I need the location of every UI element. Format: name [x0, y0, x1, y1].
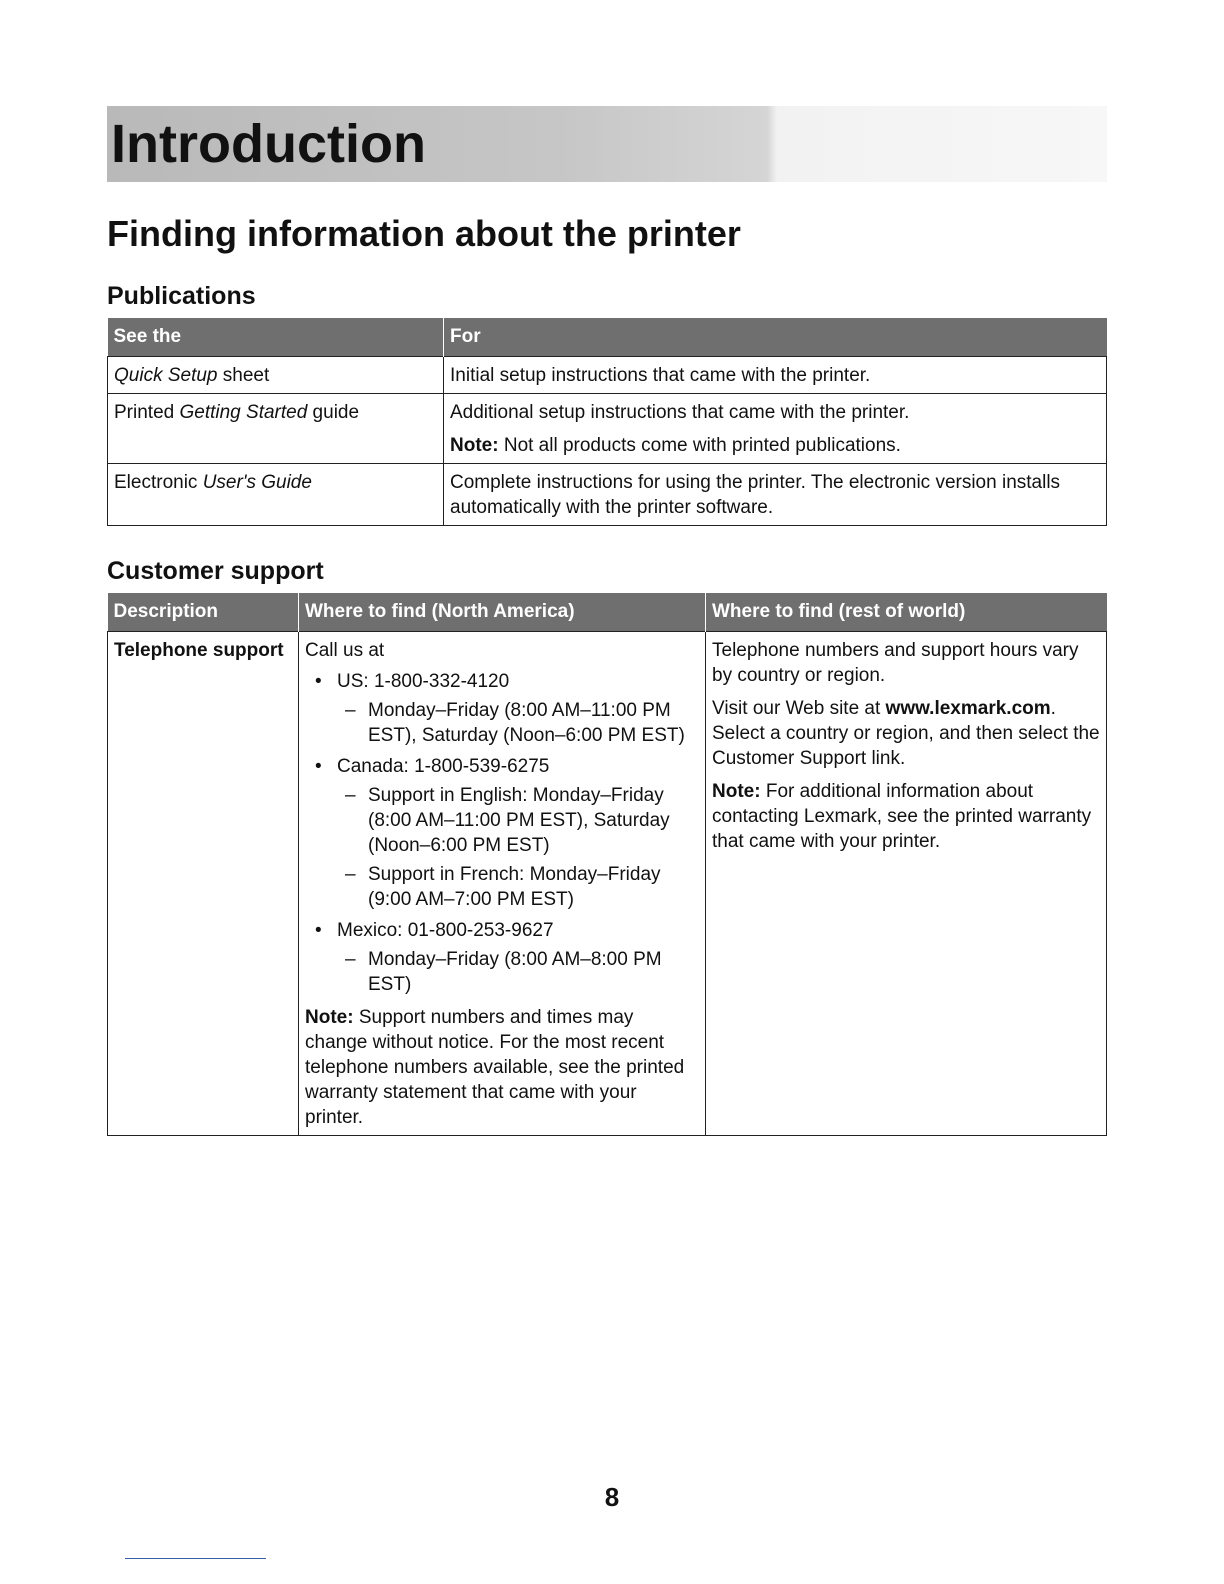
- list-item: • Canada: 1-800-539-6275 – Support in English: Monday–Friday (8:00 AM–11:00 PM EST), Saturday (Noon–6:00 PM EST) – Support in French: Monday–Friday (9:00 AM–7:00 PM EST): [315, 754, 699, 912]
- north-america-cell: Call us at • US: 1-800-332-4120 – Monday–Friday (8:00 AM–11:00 PM EST), Saturday (Noon–6:00 PM EST) • Canada: 1-800-539-6275 – Support in English: Monday–Friday (8:00 AM–11:00 PM EST), Saturday (Noon–6:00 PM EST) – Support in French: Monday–Friday (9:00 AM–7:00 PM EST) • Mexico: 01-800-253-9627 – Monday–Friday (8:00 AM–8:00 PM EST) Note: Support numbers and times may change without notice. For the most recent telephone numbers available, see the printed warranty statement that came with your printer.: [299, 632, 706, 1136]
- list-item: • Mexico: 01-800-253-9627 – Monday–Friday (8:00 AM–8:00 PM EST): [315, 918, 699, 997]
- section-title: Finding information about the printer: [107, 213, 741, 254]
- rest-of-world-cell: Telephone numbers and support hours vary by country or region. Visit our Web site at www.lexmark.com. Select a country or region, and then select the Customer Support link. Note: For additional information about contacting Lexmark, see the printed warranty that came with your printer.: [706, 632, 1107, 1136]
- publication-name: Printed Getting Started guide: [108, 394, 444, 464]
- publication-name: Quick Setup sheet: [108, 357, 444, 394]
- table-row: [108, 357, 1107, 394]
- north-america-list: [305, 669, 699, 997]
- publication-purpose: Complete instructions for using the printer. The electronic version installs automatically with the printer software.: [444, 464, 1107, 526]
- page-number: 8: [604, 1482, 620, 1512]
- customer-support-heading: Customer support: [107, 557, 324, 585]
- list-item: – Monday–Friday (8:00 AM–8:00 PM EST): [345, 947, 699, 997]
- publication-purpose: Initial setup instructions that came with the printer.: [444, 357, 1107, 394]
- header-see-the: See the: [108, 318, 444, 357]
- publications-heading: Publications: [107, 282, 256, 310]
- publications-header-row: [108, 318, 1107, 357]
- chapter-title: Introduction: [111, 114, 426, 174]
- header-description: Description: [108, 593, 299, 632]
- publications-table: [107, 318, 1107, 526]
- publication-name: Electronic User's Guide: [108, 464, 444, 526]
- list-item: – Monday–Friday (8:00 AM–11:00 PM EST), Saturday (Noon–6:00 PM EST): [345, 698, 699, 748]
- table-row: [108, 632, 1107, 1136]
- list-item: • US: 1-800-332-4120 – Monday–Friday (8:00 AM–11:00 PM EST), Saturday (Noon–6:00 PM EST): [315, 669, 699, 748]
- support-header-row: [108, 593, 1107, 632]
- north-america-note: Note: Support numbers and times may change without notice. For the most recent telephone numbers available, see the printed warranty statement that came with your printer.: [305, 1007, 685, 1128]
- publication-purpose: Additional setup instructions that came with the printer. Note: Not all products come with printed publications.: [444, 394, 1107, 464]
- footer-rule: [125, 1558, 266, 1559]
- lexmark-website-link[interactable]: www.lexmark.com: [885, 698, 1051, 719]
- list-item: – Support in French: Monday–Friday (9:00 AM–7:00 PM EST): [345, 862, 699, 912]
- table-row: [108, 464, 1107, 526]
- table-row: [108, 394, 1107, 464]
- header-north-america: Where to find (North America): [299, 593, 706, 632]
- rest-of-world-note: Note: For additional information about contacting Lexmark, see the printed warranty that came with your printer.: [712, 781, 1092, 852]
- header-rest-of-world: Where to find (rest of world): [706, 593, 1107, 632]
- header-for: For: [444, 318, 1107, 357]
- customer-support-table: [107, 593, 1107, 1136]
- support-description: Telephone support: [108, 632, 299, 1136]
- list-item: – Support in English: Monday–Friday (8:00 AM–11:00 PM EST), Saturday (Noon–6:00 PM EST): [345, 783, 699, 858]
- publication-note: Note: Not all products come with printed publications.: [450, 435, 901, 456]
